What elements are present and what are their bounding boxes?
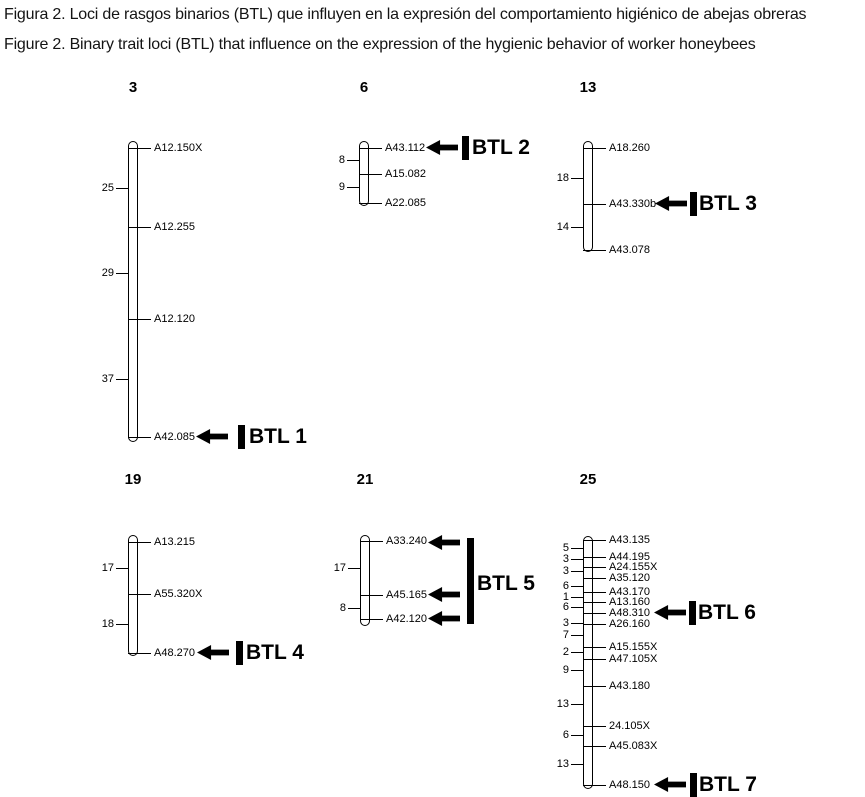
chromosome-bar-19 <box>128 535 138 656</box>
marker-label: A12.255 <box>154 221 195 233</box>
distance-label: 8 <box>338 154 345 166</box>
distance-label: 17 <box>333 562 346 574</box>
marker-tick <box>583 540 606 541</box>
marker-label: A47.105X <box>609 653 658 665</box>
marker-tick <box>128 227 151 228</box>
marker-tick <box>128 594 151 595</box>
marker-label: A43.135 <box>609 534 650 546</box>
distance-tick <box>571 735 583 736</box>
marker-label: A42.085 <box>154 431 195 443</box>
distance-tick <box>571 704 583 705</box>
distance-tick <box>571 559 583 560</box>
marker-tick <box>583 726 606 727</box>
chromosome-label-13: 13 <box>579 79 597 96</box>
marker-tick <box>583 567 606 568</box>
btl-marker-bar <box>690 192 697 216</box>
marker-tick <box>359 174 382 175</box>
btl-label: BTL 5 <box>477 572 535 595</box>
distance-label: 29 <box>101 267 114 279</box>
distance-tick <box>116 379 128 380</box>
marker-label: A12.120 <box>154 313 195 325</box>
chromosome-bar-21 <box>360 535 370 626</box>
distance-tick <box>116 188 128 189</box>
marker-label: A43.170 <box>609 586 650 598</box>
marker-label: A22.085 <box>385 197 426 209</box>
marker-tick <box>360 595 383 596</box>
chromosome-bar-13 <box>583 141 593 252</box>
btl-arrow-icon <box>428 611 460 626</box>
chromosome-label-21: 21 <box>356 471 374 488</box>
distance-label: 9 <box>338 181 345 193</box>
distance-label: 37 <box>101 373 114 385</box>
btl-label: BTL 3 <box>699 192 757 215</box>
marker-label: A43.330b <box>609 198 657 210</box>
marker-tick <box>128 437 151 438</box>
marker-label: A15.082 <box>385 168 426 180</box>
marker-label: A35.120 <box>609 572 650 584</box>
marker-tick <box>583 659 606 660</box>
chromosome-bar-3 <box>128 141 138 442</box>
marker-tick <box>360 619 383 620</box>
marker-label: A45.083X <box>609 740 658 752</box>
btl-marker-bar <box>236 641 243 665</box>
marker-label: A42.120 <box>386 613 427 625</box>
marker-tick <box>583 746 606 747</box>
btl-label: BTL 2 <box>472 136 530 159</box>
marker-tick <box>583 613 606 614</box>
marker-label: A43.078 <box>609 244 650 256</box>
distance-tick <box>348 608 360 609</box>
chromosome-bar-25 <box>583 536 593 789</box>
distance-label: 13 <box>556 758 569 770</box>
marker-tick <box>128 542 151 543</box>
distance-tick <box>571 764 583 765</box>
btl-marker-bar <box>238 425 245 449</box>
btl-marker-bar <box>462 136 469 160</box>
distance-tick <box>571 597 583 598</box>
distance-tick <box>571 178 583 179</box>
btl-label: BTL 6 <box>698 601 756 624</box>
btl-marker-bar <box>689 601 696 625</box>
btl-marker-bar <box>467 538 474 624</box>
distance-label: 6 <box>562 729 569 741</box>
distance-label: 9 <box>562 664 569 676</box>
marker-label: A33.240 <box>386 535 427 547</box>
marker-label: A18.260 <box>609 142 650 154</box>
distance-tick <box>116 624 128 625</box>
marker-label: A48.270 <box>154 647 195 659</box>
marker-tick <box>128 653 151 654</box>
distance-label: 3 <box>562 553 569 565</box>
chromosome-label-6: 6 <box>359 79 369 96</box>
marker-tick <box>583 624 606 625</box>
caption-english: Figure 2. Binary trait loci (BTL) that influence on the expression of the hygienic behavior of worker honeybees <box>4 36 756 53</box>
marker-tick <box>359 203 382 204</box>
distance-tick <box>347 187 359 188</box>
btl-arrow-icon <box>197 645 229 660</box>
btl-arrow-icon <box>655 196 687 211</box>
btl-arrow-icon <box>426 140 458 155</box>
marker-tick <box>583 785 606 786</box>
marker-label: A24.155X <box>609 561 658 573</box>
marker-label: A43.112 <box>385 142 426 154</box>
marker-label: A45.165 <box>386 589 427 601</box>
distance-tick <box>571 607 583 608</box>
marker-label: A48.150 <box>609 779 650 791</box>
chromosome-label-25: 25 <box>579 471 597 488</box>
distance-label: 17 <box>101 562 114 574</box>
distance-label: 3 <box>562 617 569 629</box>
marker-tick <box>583 592 606 593</box>
marker-label: A55.320X <box>154 588 203 600</box>
btl-arrow-icon <box>654 605 686 620</box>
chromosome-label-3: 3 <box>128 79 138 96</box>
caption-spanish: Figura 2. Loci de rasgos binarios (BTL) que influyen en la expresión del comportamiento higiénico de abejas obreras <box>4 6 807 23</box>
distance-tick <box>116 568 128 569</box>
btl-label: BTL 7 <box>699 773 757 796</box>
distance-label: 25 <box>101 182 114 194</box>
distance-tick <box>348 568 360 569</box>
btl-arrow-icon <box>428 535 460 550</box>
distance-label: 2 <box>562 646 569 658</box>
btl-arrow-icon <box>428 587 460 602</box>
marker-tick <box>583 557 606 558</box>
btl-arrow-icon <box>654 777 686 792</box>
marker-tick <box>128 148 151 149</box>
btl-label: BTL 1 <box>249 425 307 448</box>
chromosome-label-19: 19 <box>124 471 142 488</box>
marker-label: 24.105X <box>609 720 650 732</box>
marker-label: A13.215 <box>154 536 195 548</box>
distance-tick <box>571 586 583 587</box>
distance-label: 13 <box>556 698 569 710</box>
distance-tick <box>116 273 128 274</box>
marker-label: A48.310 <box>609 607 650 619</box>
distance-label: 14 <box>556 221 569 233</box>
distance-tick <box>571 635 583 636</box>
marker-tick <box>583 647 606 648</box>
distance-label: 5 <box>562 542 569 554</box>
marker-tick <box>583 602 606 603</box>
distance-tick <box>571 623 583 624</box>
distance-label: 1 <box>562 591 569 603</box>
distance-tick <box>347 160 359 161</box>
distance-label: 7 <box>562 629 569 641</box>
distance-label: 3 <box>562 565 569 577</box>
marker-label: A15.155X <box>609 641 658 653</box>
distance-tick <box>571 227 583 228</box>
marker-tick <box>583 148 606 149</box>
distance-tick <box>571 571 583 572</box>
marker-tick <box>583 250 606 251</box>
marker-tick <box>359 148 382 149</box>
marker-label: A26.160 <box>609 618 650 630</box>
distance-label: 18 <box>556 172 569 184</box>
distance-tick <box>571 670 583 671</box>
marker-tick <box>128 319 151 320</box>
distance-label: 8 <box>339 602 346 614</box>
distance-tick <box>571 548 583 549</box>
distance-label: 6 <box>562 580 569 592</box>
btl-arrow-icon <box>196 429 228 444</box>
marker-label: A44.195 <box>609 551 650 563</box>
marker-tick <box>583 204 606 205</box>
marker-label: A43.180 <box>609 680 650 692</box>
btl-label: BTL 4 <box>246 641 304 664</box>
distance-label: 18 <box>101 618 114 630</box>
distance-tick <box>571 652 583 653</box>
btl-marker-bar <box>690 773 697 797</box>
marker-tick <box>583 686 606 687</box>
marker-tick <box>360 541 383 542</box>
marker-label: A13.160 <box>609 596 650 608</box>
distance-label: 6 <box>562 601 569 613</box>
marker-tick <box>583 578 606 579</box>
marker-label: A12.150X <box>154 142 203 154</box>
